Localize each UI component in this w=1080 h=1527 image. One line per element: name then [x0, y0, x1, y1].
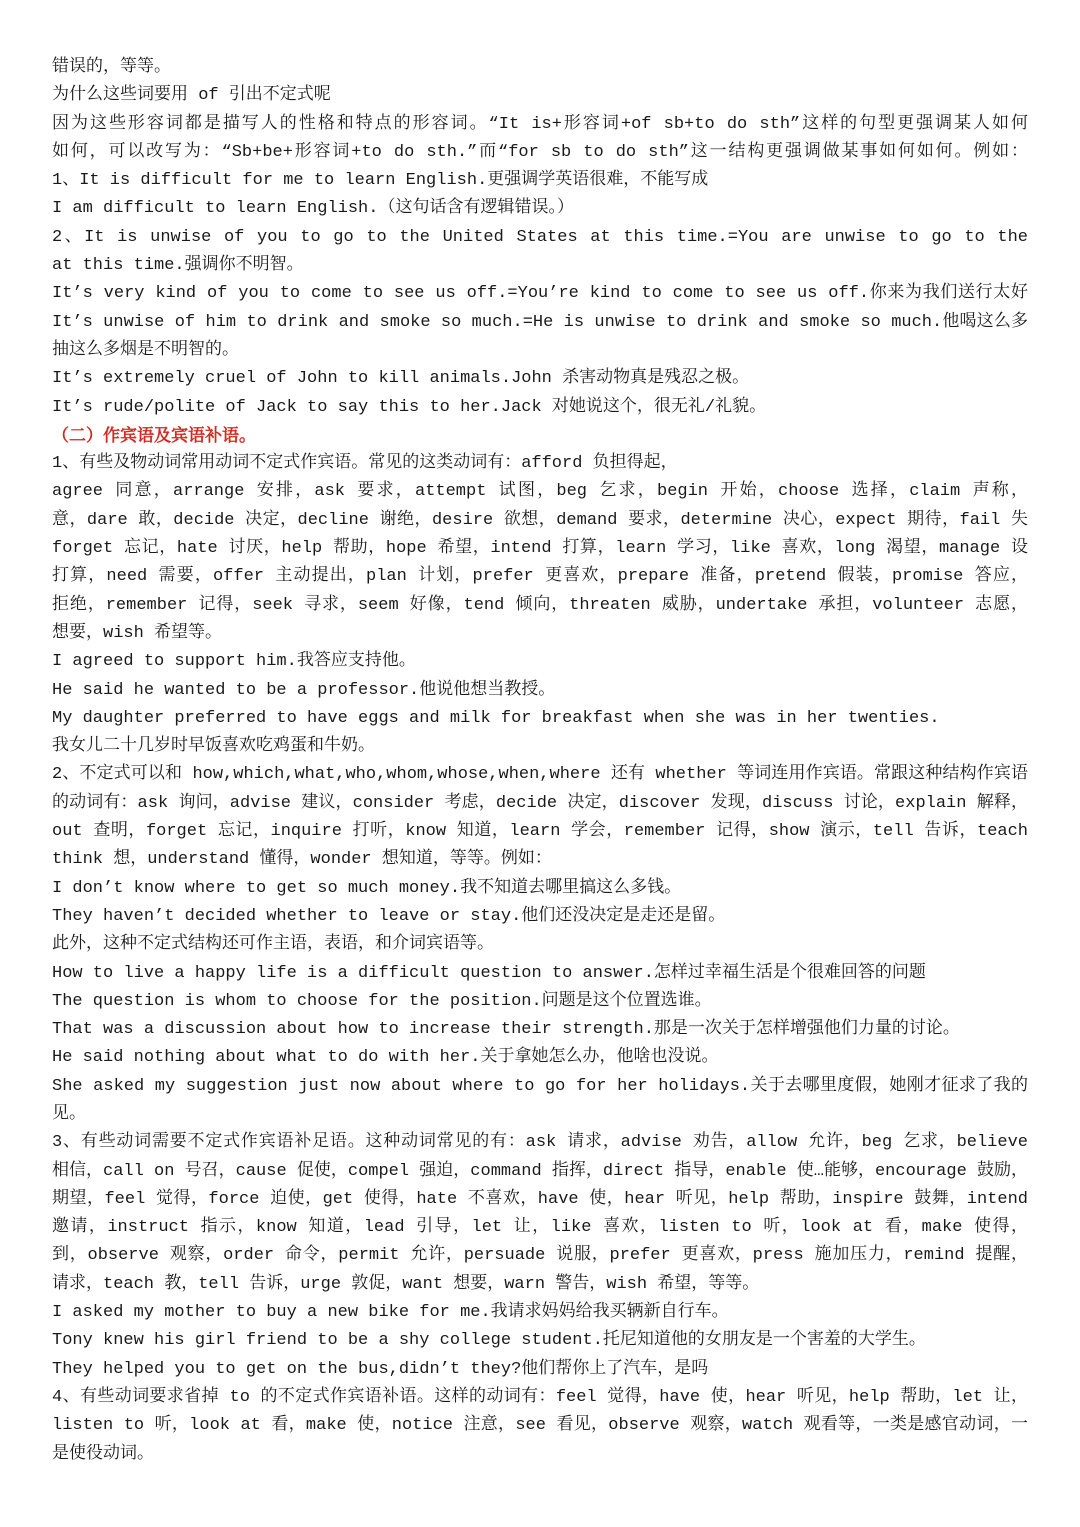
text-line: 4、有些动词要求省掉 to 的不定式作宾语补语。这样的动词有：feel 觉得，have 使，hear 听见，help 帮助，let 让，: [52, 1387, 1028, 1407]
text-line: The question is whom to choose for the position.问题是这个位置选谁。: [52, 991, 712, 1011]
text-line: 2、It is unwise of you to go to the United States at this time.=You are unwise to go to the: [52, 227, 1028, 247]
text-line: 想要，wish 希望等。: [52, 623, 223, 643]
text-line: He said nothing about what to do with her.关于拿她怎么办，他啥也没说。: [52, 1048, 719, 1068]
text-line: 错误的，等等。: [52, 58, 171, 77]
text-line: listen to 听，look at 看，make 使，notice 注意，see 看见，observe 观察，watch 观看等，一类是感官动词，一: [52, 1416, 1028, 1436]
text-line: at this time.强调你不明智。: [52, 256, 304, 276]
text-line: 请求，teach 教，tell 告诉，urge 敦促，want 想要，warn 警告，wish 希望，等等。: [52, 1274, 760, 1294]
text-line: I am difficult to learn English.（这句话含有逻辑错误。）: [52, 199, 574, 219]
text-line: 期望，feel 觉得，force 迫使，get 使得，hate 不喜欢，have 使，hear 听见，help 帮助，inspire 鼓舞，intend: [52, 1189, 1028, 1209]
text-line: forget 忘记，hate 讨厌，help 帮助，hope 希望，intend 打算，learn 学习，like 喜欢，long 渴望，manage 设: [52, 539, 1028, 559]
section-heading: （二）作宾语及宾语补语。: [52, 425, 256, 446]
text-line: I asked my mother to buy a new bike for me.我请求妈妈给我买辆新自行车。: [52, 1303, 729, 1323]
text-line: 到，observe 观察，order 命令，permit 允许，persuade 说服，prefer 更喜欢，press 施加压力，remind 提醒，: [52, 1246, 1028, 1266]
text-line: 拒绝，remember 记得，seek 寻求，seem 好像，tend 倾向，threaten 威胁，undertake 承担，volunteer 志愿，: [52, 595, 1028, 615]
text-line: 抽这么多烟是不明智的。: [52, 340, 239, 360]
text-line: agree 同意，arrange 安排，ask 要求，attempt 试图，beg 乞求，begin 开始，choose 选择，claim 声称，: [52, 482, 1028, 502]
text-line: 1、有些及物动词常用动词不定式作宾语。常见的这类动词有：afford 负担得起，: [52, 454, 678, 474]
text-line: That was a discussion about how to increase their strength.那是一次关于怎样增强他们力量的讨论。: [52, 1020, 960, 1040]
text-line: 此外，这种不定式结构还可作主语，表语，和介词宾语等。: [52, 935, 494, 955]
text-line: Tony knew his girl friend to be a shy college student.托尼知道他的女朋友是一个害羞的大学生。: [52, 1331, 926, 1351]
text-line: 3、有些动词需要不定式作宾语补足语。这种动词常见的有：ask 请求，advise 劝告，allow 允许，beg 乞求，believe: [52, 1133, 1028, 1153]
text-line: How to live a happy life is a difficult question to answer.怎样过幸福生活是个很难回答的问题: [52, 963, 926, 983]
text-line: 的动词有：ask 询问，advise 建议，consider 考虑，decide 决定，discover 发现，discuss 讨论，explain 解释，: [52, 793, 1028, 813]
text-line: I agreed to support him.我答应支持他。: [52, 652, 416, 672]
text-line: 如何，可以改写为：“Sb+be+形容词+to do sth.”而“for sb to do sth”这一结构更强调做某事如何如何。例如：: [52, 142, 1028, 162]
text-line: It’s rude/polite of Jack to say this to her.Jack 对她说这个，很无礼/礼貌。: [52, 397, 767, 417]
text-line: 打算，need 需要，offer 主动提出，plan 计划，prefer 更喜欢，prepare 准备，pretend 假装，promise 答应，: [52, 567, 1028, 587]
text-line: 为什么这些词要用 of 引出不定式呢: [52, 86, 331, 106]
text-line: It’s extremely cruel of John to kill animals.John 杀害动物真是残忍之极。: [52, 369, 750, 389]
text-line: 因为这些形容词都是描写人的性格和特点的形容词。“It is+形容词+of sb+to do sth”这样的句型更强调某人如何: [52, 114, 1028, 134]
text-line: 我女儿二十几岁时早饭喜欢吃鸡蛋和牛奶。: [52, 737, 375, 757]
text-line: It’s unwise of him to drink and smoke so much.=He is unwise to drink and smoke so much.他喝这么多: [52, 312, 1028, 332]
document-body: [52, 54, 1028, 1469]
text-line: She asked my suggestion just now about where to go for her holidays.关于去哪里度假，她刚才征求了我的: [52, 1076, 1028, 1096]
text-line: 邀请，instruct 指示，know 知道，lead 引导，let 让，like 喜欢，listen to 听，look at 看，make 使得，: [52, 1218, 1028, 1238]
text-line: My daughter preferred to have eggs and milk for breakfast when she was in her twenties.: [52, 708, 940, 728]
text-line: 1、It is difficult for me to learn English.更强调学英语很难，不能写成: [52, 171, 709, 191]
text-line: I don’t know where to get so much money.我不知道去哪里搞这么多钱。: [52, 878, 682, 898]
text-line: 意，dare 敢，decide 决定，decline 谢绝，desire 欲想，demand 要求，determine 决心，expect 期待，fail 失: [52, 510, 1028, 530]
text-line: 相信，call on 号召，cause 促使，compel 强迫，command 指挥，direct 指导，enable 使…能够，encourage 鼓励，: [52, 1161, 1028, 1181]
text-line: They haven’t decided whether to leave or stay.他们还没决定是走还是留。: [52, 906, 726, 926]
text-line: 是使役动词。: [52, 1444, 154, 1464]
text-line: 2、不定式可以和 how,which,what,who,whom,whose,when,where 还有 whether 等词连用作宾语。常跟这种结构作宾语: [52, 765, 1028, 785]
text-line: out 查明，forget 忘记，inquire 打听，know 知道，learn 学会，remember 记得，show 演示，tell 告诉，teach: [52, 822, 1028, 842]
text-line: They helped you to get on the bus,didn’t they?他们帮你上了汽车，是吗: [52, 1359, 709, 1379]
text-line: think 想，understand 懂得，wonder 想知道，等等。例如：: [52, 850, 552, 870]
text-line: 见。: [52, 1104, 86, 1124]
text-line: It’s very kind of you to come to see us off.=You’re kind to come to see us off.你来为我们送行太好: [52, 284, 1028, 304]
text-line: He said he wanted to be a professor.他说他想当教授。: [52, 680, 556, 700]
